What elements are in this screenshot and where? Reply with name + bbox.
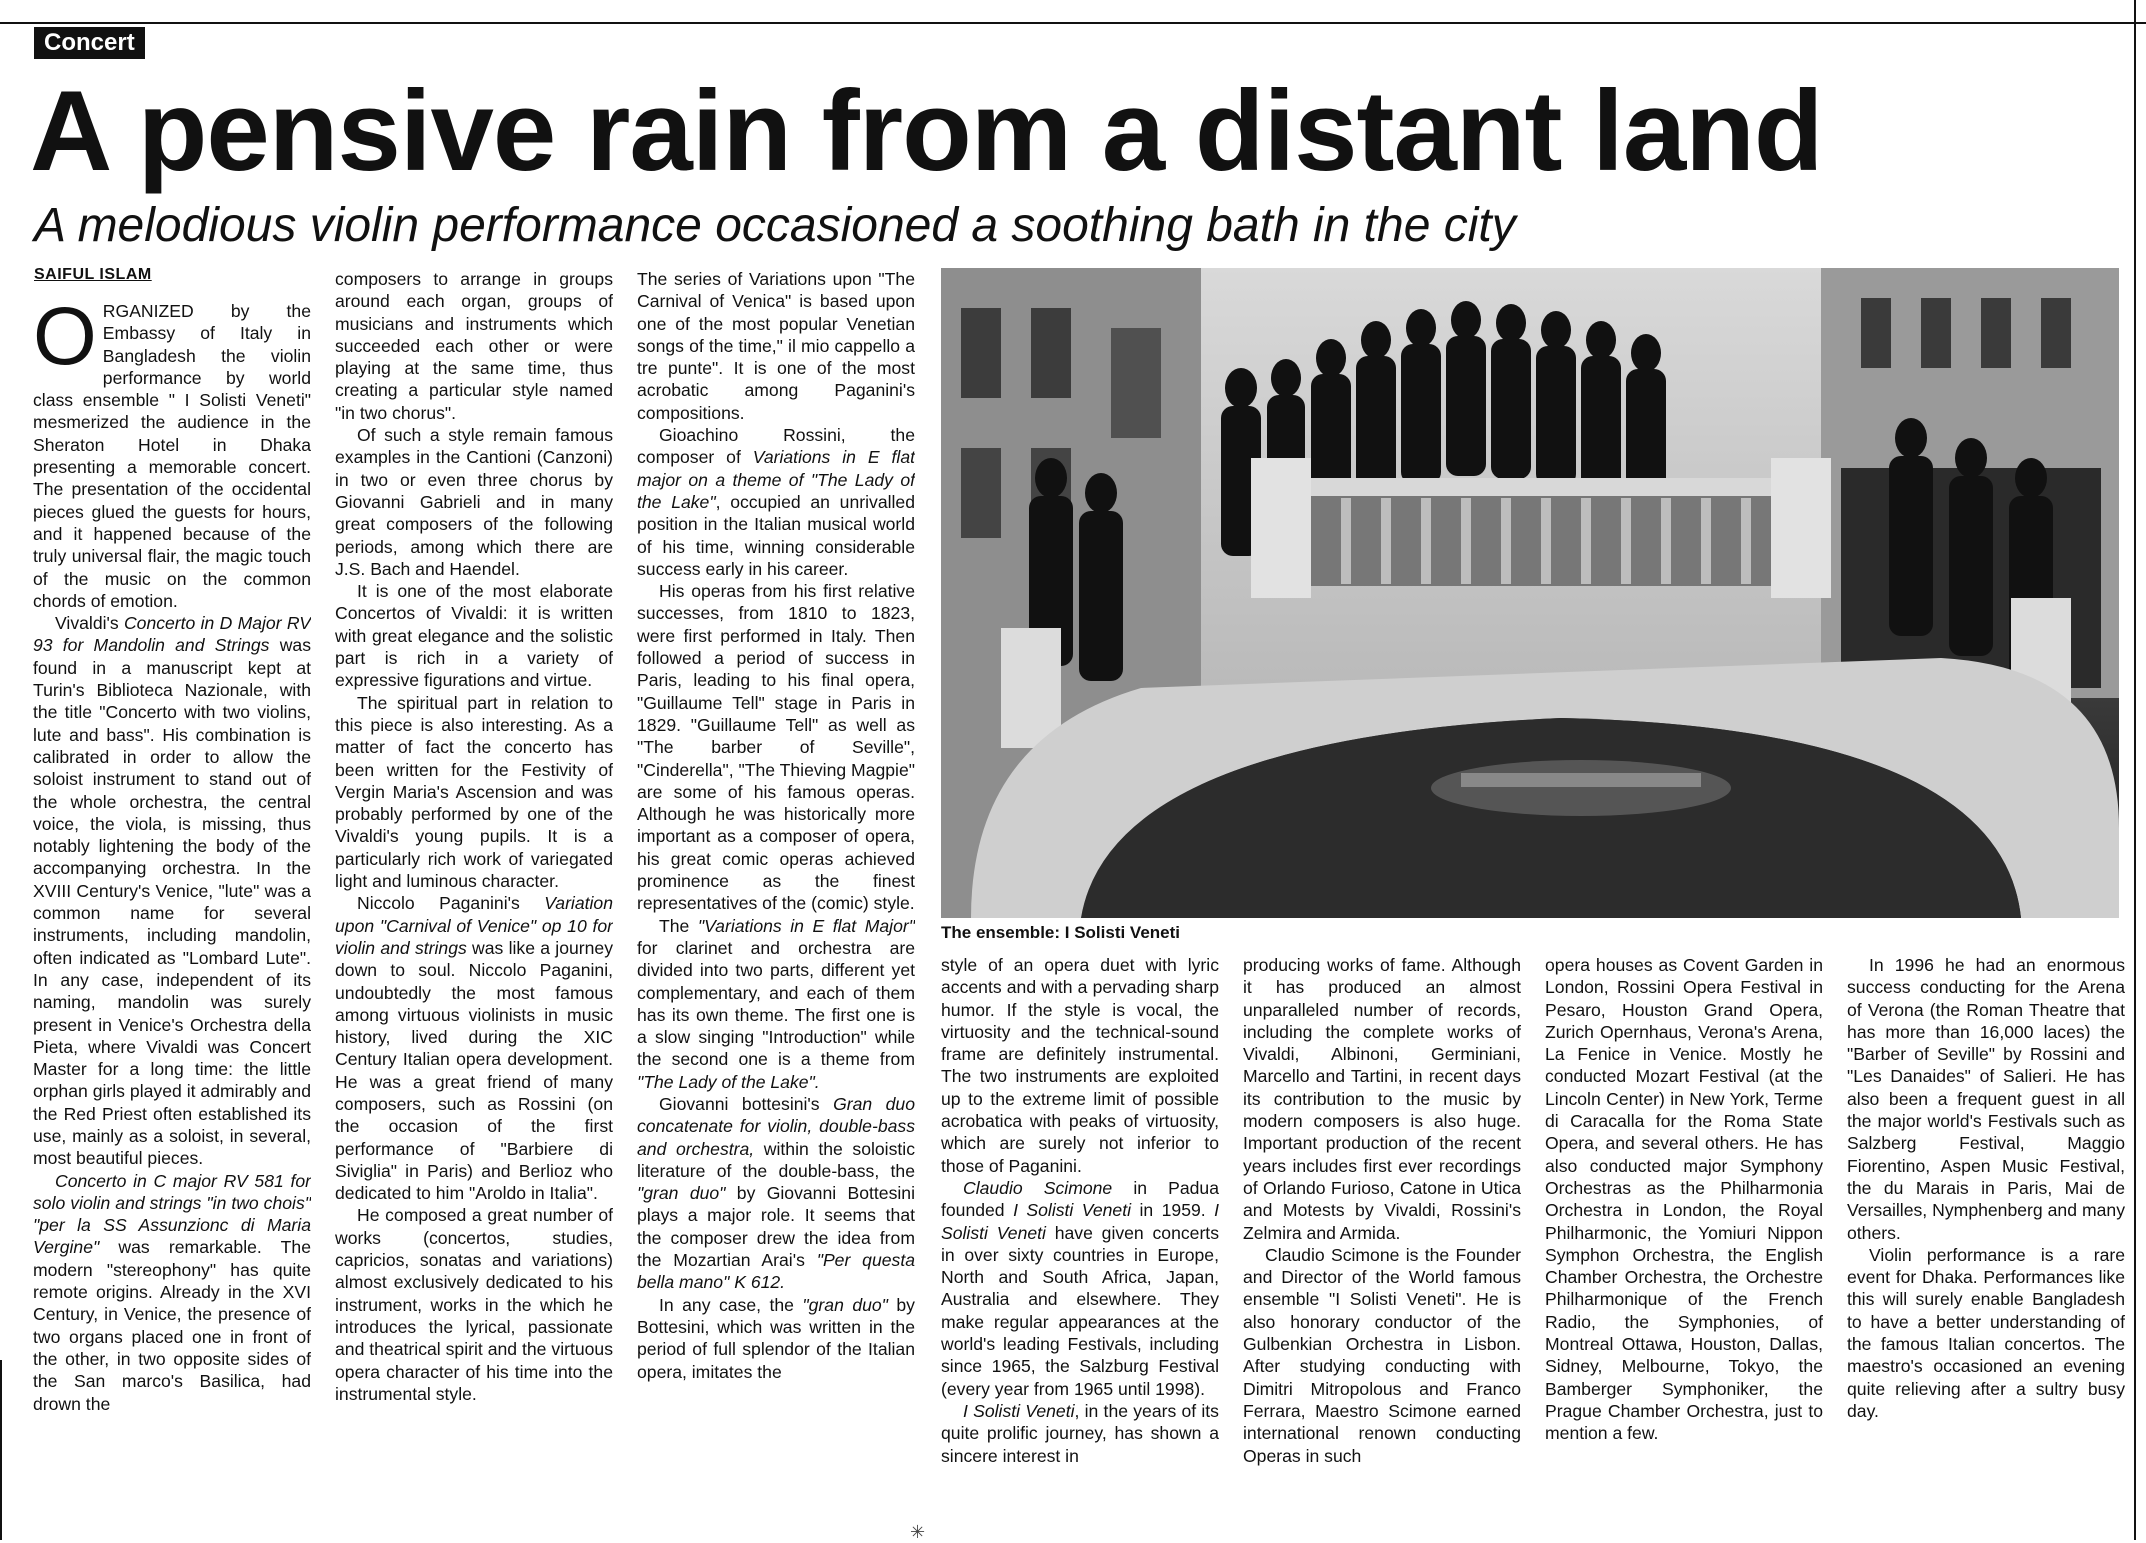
paragraph [637,1093,915,1294]
text: in Padua founded [941,1177,1219,1221]
article-column-3 [637,268,915,1525]
paragraph: opera houses as Covent Garden in London, Rossini Opera Festival in Pesaro, Houston Grand Opera, Zurich Opernhaus, Verona's Arena, La Fenice in Venice. Mostly he conducted Mozart Festival (at the Lincoln Center) in New York, Terme di Caracalla for the Roma State Opera, and several others. He has also conducted major Symphony Orchestras as the Philharmonia Orchestra in London, the Royal Philharmonic, the Yomiuri Nippon Symphon Orchestra, the English Chamber Orchestra, the Orchestre Philharmonique of the French Radio, the Symphonies, of Montreal Ottawa, Houston, Dallas, Sidney, Melbourne, Tokyo, the Bamberger Symphoniker, the Prague Chamber Orchestra, just to mention a few. [1545,955,1823,1444]
text: RGANIZED by the Embassy of Italy in Bangladesh the violin performance by world class ensemble " I Solisti Veneti" mesmerized the audience in the Sheraton Hotel in Dhaka presenting a memorable concert. The presentation of the occidental pieces glued the guests for hours, and it happened because of the truly universal flair, the magic touch of the music on the common chords of emotion. [33,301,311,611]
italic-text: I Solisti Veneti [941,1200,1219,1243]
italic-text: "Variations in E flat Major" [697,915,915,936]
italic-text: Concerto in D Major RV 93 for Mandolin and Strings [33,613,311,656]
text: was like a journey down to soul. Niccolo Paganini, undoubtedly the most famous among virtuous violinists in music history, lived during the XIC Century Italian opera development. He was a great friend of many composers, such as Rossini (on the occasion of the first performance of "Barbiere di Siviglia" in Paris) and Berlioz who dedicated to him "Aroldo in Italia". [335,937,613,1204]
italic-text: I Solisti Veneti [963,1400,1075,1421]
article-column-4 [941,954,1219,1525]
italic-text: I Solisti Veneti [1013,1200,1132,1221]
byline: SAIFUL ISLAM [34,266,152,283]
paragraph: In 1996 he had an enormous success conducting for the Arena of Verona (the Roman Theatre that has more than 16,000 laces) the "Barber of Seville" by Rossini and "Les Danaides" of Salieri. He has also been a frequent guest in all the major world's Festivals such as Salzberg Festival, Maggio Fiorentino, Aspen Music Festival, the du Marais in Paris, Mai de Versailles, Nymphenberg and many others. [1847,955,2125,1243]
text: Gioachino Rossini, the composer of [637,425,915,468]
text: Vivaldi's [55,613,124,634]
text: within the soloistic literature of the double-bass, the [637,1138,915,1181]
ensemble-photo-illustration [941,268,2119,918]
italic-text: Variation upon "Carnival of Venice" op 10 for violin and strings [335,893,613,958]
top-rule [0,22,2146,24]
italic-text: "gran duo" [637,1183,726,1204]
paragraph: It is one of the most elaborate Concertos of Vivaldi: it is written with great elegance and the solistic part is rich in a variety of expressive figurations and virtue. [335,581,613,691]
italic-text: Claudio Scimone [963,1177,1113,1198]
paragraph: The spiritual part in relation to this piece is also interesting. As a matter of fact the concerto has been written for the Festivity of Vergin Maria's Ascension and was probably performed by one of the Vivaldi's young pupils. It is a particularly rich work of variegated light and luminous character. [335,692,613,892]
paragraph [637,1294,915,1383]
text: , occupied an unrivalled position in the Italian musical world of his time, winning considerable success early in his career. [637,491,915,579]
article-column-1 [33,300,311,1525]
text: The [659,915,698,936]
italic-text: "Per questa bella mano" K 612. [637,1250,915,1293]
drop-cap: O [33,300,97,382]
text: by Giovanni Bottesini plays a major role. It seems that the composer drew the idea from the Mozartian Arai's [637,1183,915,1271]
paragraph [33,300,311,612]
paragraph: His operas from his first relative successes, from 1810 to 1823, were first performed in Italy. Then followed a period of success in Paris, leading to his final opera, "Guillaume Tell" stage in Paris in 1829. "Guillaume Tell" as well as "The barber of Seville", "Cinderella", "The Thieving Magpie" are some of his famous operas. Although he was historically more important as a composer of opera, his great comic operas achieved prominence as the finest representatives of the (comic) style. [637,581,915,914]
italic-text: Gran duo concatenate for violin, double-bass and orchestra, [637,1093,915,1159]
paragraph: He composed a great number of works (concertos, studies, capricios, sonatas and variations) almost exclusively dedicated to his instrument, works in the which he introduces the lyrical, passionate and theatrical spirit and the virtuous opera character of his time into the instrumental style. [335,1205,613,1404]
paragraph: Claudio Scimone is the Founder and Director of the World famous ensemble "I Solisti Veneti". He is also honorary conductor of the Gulbenkian Orchestra in Lisbon. After studying conducting with Dimitri Mitropolous and Franco Ferrara, Maestro Scimone earned international renown conducting Operas in such [1243,1244,1521,1466]
paragraph [637,915,915,1093]
paragraph [335,892,613,1204]
article-column-2 [335,268,613,1525]
italic-text: "gran duo" [802,1294,888,1315]
paragraph [941,1177,1219,1400]
text: by Bottesini, which was written in the period of full splendor of the Italian opera, imitates the [637,1294,915,1382]
text: for clarinet and orchestra are divided into two parts, different yet complementary, and each of them has its own theme. The first one is a slow singing "Introduction" while the second one is a theme from [637,937,915,1070]
ensemble-photo [941,268,2119,918]
italic-text: Concerto in C major RV 581 for solo violin and strings "in two chois" "per la SS Assunzionc di Maria Vergine" [33,1170,311,1258]
right-rule [2134,0,2136,1540]
text: Niccolo Paganini's [357,893,545,914]
article-column-6 [1545,954,1823,1525]
paragraph [941,1400,1219,1467]
paragraph: style of an opera duet with lyric accents and with a pervading sharp humor. If the style is vocal, the virtuosity and the technical-sound frame are definitely instrumental. The two instruments are exploited up to the extreme limit of possible acrobatica with peaks of virtuosity, which are surely not inferior to those of Paganini. [941,955,1219,1176]
paragraph [33,1170,311,1415]
paragraph [637,424,915,580]
subheadline: A melodious violin performance occasioned a soothing bath in the city [34,199,1516,252]
article-column-7 [1847,954,2125,1525]
paragraph: producing works of fame. Although it has produced an almost unparalleled number of records, including the complete works of Vivaldi, Albinoni, Germiniani, Marcello and Tartini, in recent days its contribution to the music by modern composers is also huge. Important production of the recent years includes first ever recordings of Orlando Furioso, Catone in Utica and Motests by Vivaldi, Rossini's Zelmira and Armida. [1243,955,1521,1243]
text: in 1959. [1131,1200,1215,1221]
headline: A pensive rain from a distant land [30,68,1823,195]
article-column-5 [1243,954,1521,1525]
paragraph: composers to arrange in groups around each organ, groups of musicians and instruments which succeeded each other or were playing at the same time, thus creating a particular style named "in two chorus". [335,269,613,423]
text: have given concerts in over sixty countries in Europe, North and South Africa, Japan, Australia and elsewhere. They make regular appearances at the world's leading Festivals, including since 1965, the Salzburg Festival (every year from 1965 until 1998). [941,1222,1219,1399]
text: Giovanni bottesini's [659,1093,834,1114]
italic-text: "The Lady of the Lake". [637,1071,820,1092]
photo-caption: The ensemble: I Solisti Veneti [941,923,1181,942]
left-rule [0,1360,2,1540]
italic-text: Variations in E flat major on a theme of "The Lady of the Lake" [637,447,915,512]
paragraph [33,612,311,1169]
paragraph: The series of Variations upon "The Carnival of Venica" is based upon one of the most popular Venetian songs of the time," il mio cappello a tre punte". It is one of the most acrobatic among Paganini's compositions. [637,269,915,423]
paragraph: Violin performance is a rare event for Dhaka. Performances like this will surely enable Bangladesh to have a better understanding of the famous Italian concertos. The maestro's occasioned an evening quite relieving after a sultry busy day. [1847,1244,2125,1421]
text: was found in a manuscript kept at Turin's Biblioteca Nazionale, with the title "Concerto with two violins, lute and bass". His combination is calibrated in order to allow the soloist instrument to stand out of the whole orchestra, the central voice, the viola, is missing, thus notably lightening the body of the accompanying orchestra. In the XVIII Century's Venice, "lute" was a common name for several instruments, including mandolin, often indicated as "Lombard Lute". In any case, independent of its naming, mandolin was surely present in Venice's Orchestra della Pieta, where Vivaldi was Concert Master for a long time: the little orphan girls played it admirably and the Red Priest often established its use, mainly as a soloist, in several, most beautiful pieces. [33,635,311,1169]
paragraph: Of such a style remain famous examples in the Cantioni (Canzoni) in two or even three chorus by Giovanni Gabrieli and in many great composers of the following periods, among which there are J.S. Bach and Haendel. [335,425,613,579]
section-label: Concert [34,27,145,59]
page-ornament-icon: ✳ [910,1522,926,1542]
text: , in the years of its quite prolific journey, has shown a sincere interest in [941,1400,1219,1466]
text: In any case, the [659,1294,803,1315]
text: was remarkable. The modern "stereophony" has quite remote origins. Already in the XVI Century, in Venice, the presence of two organs placed one in front of the other, in two opposite sides of the San marco's Basilica, had drown the [33,1237,311,1414]
